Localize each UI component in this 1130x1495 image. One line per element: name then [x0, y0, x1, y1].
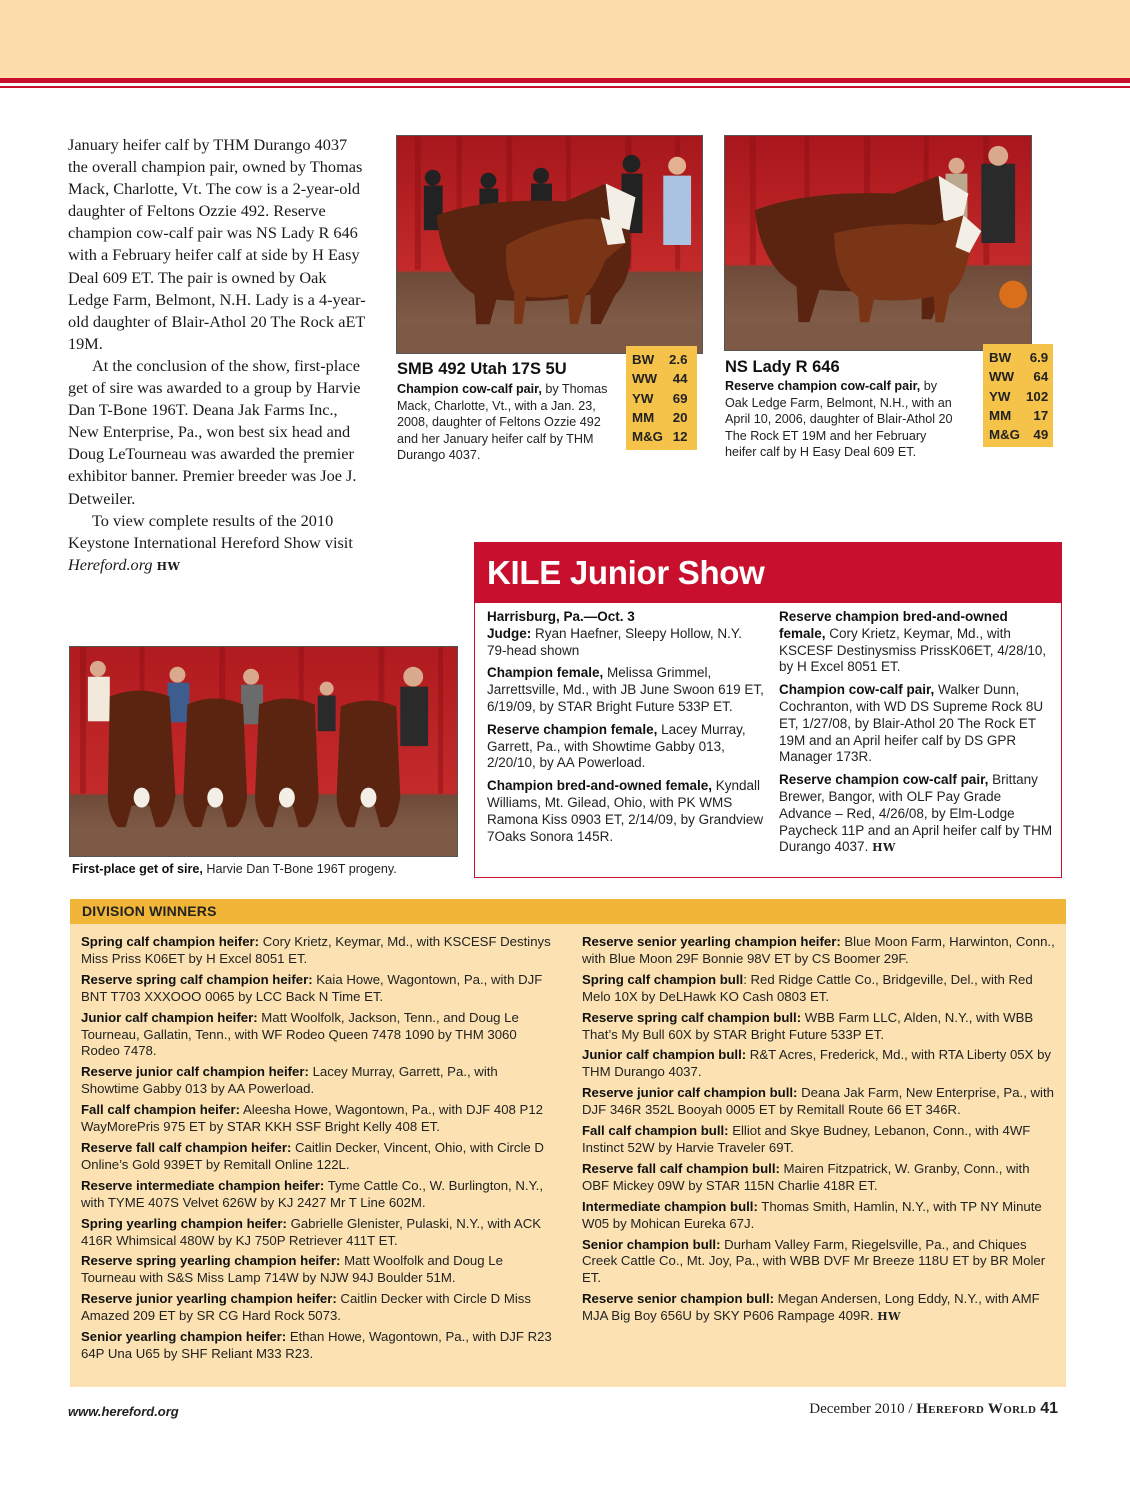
photo-get-of-sire [69, 646, 458, 857]
photo2-caption-text: by Oak Ledge Farm, Belmont, N.H., with an April 10, 2006, daughter of Blair-Athol 20 The Rock ET 19M and her February heifer calf by H Easy Deal 609 ET. [725, 379, 953, 459]
division-column-right [582, 934, 1056, 1330]
kile-judge: Ryan Haefner, Sleepy Hollow, N.Y. [531, 625, 742, 641]
division-entry-label: Reserve spring calf champion heifer: [81, 971, 313, 987]
division-entry [582, 934, 1056, 968]
division-entry-label: Reserve junior calf champion bull: [582, 1085, 798, 1101]
kile-entry-text: Melissa Grimmel, Jarrettsville, Md., with JB June Swoon 619 ET, 6/19/09, by STAR Bright Future 533P ET. [487, 665, 764, 714]
kile-entry-label: Champion cow-calf pair, [779, 682, 935, 698]
kile-entry-label: Reserve champion female, [487, 721, 658, 737]
kile-entry-text: Walker Dunn, Cochranton, with WD DS Supreme Rock 8U ET, 1/27/08, by Blair-Athol 20 The Rock ET 19M and an April heifer calf by DS GPR Manager 173R. [779, 682, 1044, 765]
footer-publication: Hereford World [916, 1401, 1037, 1417]
division-entry-label: Spring calf champion bull [582, 971, 744, 987]
footer-folio [809, 1400, 1058, 1418]
kile-entry-label: Champion bred-and-owned female, [487, 778, 713, 794]
epd-label: MM [632, 409, 655, 425]
division-entry-label: Reserve fall calf champion heifer: [81, 1139, 292, 1155]
division-entry-text: R&T Acres, Frederick, Md., with RTA Liberty 05X by THM Durango 4037. [582, 1047, 1052, 1080]
division-winners-box [70, 899, 1066, 1387]
epd-row [989, 406, 1048, 425]
division-entry-label: Reserve spring yearling champion heifer: [81, 1253, 341, 1269]
division-entry-label: Spring yearling champion heifer: [81, 1215, 287, 1231]
division-entry-text: Durham Valley Farm, Riegelsville, Pa., and Chiques Creek Cattle Co., Mt. Joy, Pa., with WBB DVF Mr Breeze 118U ET by BR Moler ET. [582, 1236, 1046, 1286]
division-entry-text: Caitlin Decker, Vincent, Ohio, with Circle D Online’s Gold 939ET by Remitall Online 122L. [81, 1139, 544, 1172]
division-entry [582, 1291, 1056, 1326]
kile-entry-text: Brittany Brewer, Bangor, with OLF Pay Grade Advance – Red, 4/26/08, by Elm-Lodge Paycheck 11P and an April heifer calf by THM Durango 4037. [779, 772, 1053, 855]
division-entry-text: Megan Andersen, Long Eddy, N.Y., with AMF MJA Big Boy 656U by SKY P606 Rampage 409R. [582, 1291, 1040, 1324]
epd-row [989, 367, 1048, 386]
photo1-title: SMB 492 Utah 17S 5U [397, 360, 567, 378]
division-entry-text: Aleesha Howe, Wagontown, Pa., with DJF 408 P12 WayMorePris 975 ET by STAR KKH SSF Bright Kelly 408 ET. [81, 1102, 544, 1135]
header-rule-thin [0, 86, 1130, 88]
hw-end-mark: HW [872, 841, 896, 855]
epd-value: 102 [1026, 388, 1049, 404]
epd-label: M&G [632, 429, 664, 445]
kile-junior-show-box [474, 542, 1062, 878]
epd-label: YW [632, 390, 654, 406]
epd-label: YW [989, 388, 1011, 404]
kile-entry-text: Kyndall Williams, Mt. Gilead, Ohio, with PK WMS Ramona Kiss 0903 ET, 2/14/09, by Grandview 7Oaks Sonora 145R. [487, 778, 764, 844]
division-entry-label: Fall calf champion heifer: [81, 1102, 241, 1118]
kile-entry-text: Cory Krietz, Keymar, Md., with KSCESF Destinysmiss PrissK06ET, 4/28/10, by H Excel 8051 ET. [779, 625, 1047, 675]
division-entry-text: Mairen Fitzpatrick, W. Granby, Conn., with OBF Mickey 09W by STAR 115N Charlie 418R ET. [582, 1160, 1030, 1193]
division-entry [582, 1161, 1056, 1195]
kile-entry-label: Reserve champion bred-and-owned female, [779, 609, 1008, 641]
epd-table-1 [626, 346, 697, 450]
epd-row [989, 425, 1048, 444]
epd-value: 12 [672, 429, 688, 445]
paragraph-3 [68, 510, 370, 578]
division-entry [582, 1199, 1056, 1233]
division-entry [582, 1010, 1056, 1044]
hereford-link[interactable]: Hereford.org [68, 554, 153, 574]
division-entry [582, 1237, 1056, 1288]
division-entry [81, 1291, 559, 1325]
division-entry [81, 1140, 559, 1174]
division-entry-label: Senior champion bull: [582, 1236, 721, 1252]
photo1-caption-lead: Champion cow-calf pair, [397, 382, 542, 396]
division-entry [582, 1085, 1056, 1119]
hw-end-mark: HW [156, 559, 181, 573]
kile-entry [487, 722, 769, 772]
division-entry-text: Deana Jak Farm, New Enterprise, Pa., with DJF 346R 352L Booyah 0005 ET by Remitall Route 66 ET 346R. [582, 1085, 1054, 1118]
photo-champion-pair-image [397, 136, 702, 353]
division-entry-label: Senior yearling champion heifer: [81, 1329, 287, 1345]
division-header [70, 899, 1066, 924]
division-entry-label: Fall calf champion bull: [582, 1123, 729, 1139]
kile-entry [779, 609, 1055, 676]
kile-title: KILE Junior Show [475, 543, 1061, 603]
epd-table-2 [983, 344, 1053, 447]
kile-entry [779, 682, 1055, 766]
division-entry-text: Blue Moon Farm, Harwinton, Conn., with Blue Moon 29F Bonnie 98V ET by CS Boomer 29F. [582, 934, 1055, 966]
kile-head-count: 79-head shown [487, 642, 580, 658]
epd-value: 49 [1033, 427, 1049, 443]
division-entry [81, 1216, 559, 1250]
paragraph-2: At the conclusion of the show, first-place get of sire was awarded to a group by Harvie Dan T-Bone 196T. Deana Jak Farms Inc., New Enterprise, Pa., won best six head and Doug LeTourneau was awarded the premier exhibitor banner. Premier breeder was Joe J. Detweiler. [68, 355, 361, 508]
kile-judge-line [487, 626, 769, 643]
photo3-caption [72, 862, 397, 876]
division-entry-text: Elliot and Skye Budney, Lebanon, Conn., with 4WF Instinct 52W by Harvie Traveler 69T. [582, 1123, 1031, 1155]
division-entry-label: Junior calf champion bull: [582, 1047, 747, 1063]
division-entry [81, 934, 559, 968]
epd-label: WW [989, 369, 1015, 385]
epd-label: WW [632, 371, 658, 387]
epd-value: 64 [1033, 369, 1049, 385]
division-entry-label: Junior calf champion heifer: [81, 1009, 258, 1025]
header-band [0, 0, 1130, 78]
header-rule [0, 78, 1130, 83]
division-entry-label: Reserve senior champion bull: [582, 1291, 775, 1307]
kile-location: Harrisburg, Pa.—Oct. 3 [487, 609, 635, 624]
division-entry-label: Reserve fall calf champion bull: [582, 1160, 780, 1176]
division-entry-label: Reserve junior calf champion heifer: [81, 1064, 309, 1080]
epd-row [632, 369, 688, 388]
division-entry-label: Spring calf champion heifer: [81, 934, 260, 949]
division-entry-text: Matt Woolfolk and Doug Le Tourneau with S&S Miss Lamp 714W by NJW 94J Boulder 51M. [81, 1253, 503, 1286]
photo-get-of-sire-image [70, 647, 457, 856]
kile-details [487, 609, 769, 659]
division-entry [582, 1047, 1056, 1081]
epd-value: 69 [672, 390, 688, 406]
division-entry [81, 1064, 559, 1098]
division-entry-label: Reserve intermediate champion heifer: [81, 1177, 325, 1193]
division-entry [81, 1253, 559, 1287]
division-entry-text: Lacey Murray, Garrett, Pa., with Showtime Gabby 013 by AA Powerload. [81, 1064, 498, 1097]
kile-judge-label: Judge: [487, 625, 532, 641]
photo-reserve-pair-image [725, 136, 1031, 350]
division-entry-text: Gabrielle Glenister, Pulaski, N.Y., with ACK 416R Whimsical 480W by KJ 750P Retriever 411T ET. [81, 1215, 542, 1248]
epd-row [632, 389, 688, 408]
division-entry [81, 1329, 559, 1363]
epd-label: M&G [989, 427, 1021, 443]
division-entry [81, 1010, 559, 1061]
division-entry [81, 1102, 559, 1136]
division-entry-label: Reserve junior yearling champion heifer: [81, 1291, 337, 1307]
division-entry-text: Ethan Howe, Wagontown, Pa., with DJF R23 64P Una U65 by SHF Reliant M33 R23. [81, 1329, 552, 1361]
photo2-title: NS Lady R 646 [725, 358, 840, 376]
epd-row [989, 348, 1048, 367]
photo2-caption [725, 378, 957, 461]
division-entry-text: Cory Krietz, Keymar, Md., with KSCESF Destinys Miss Priss K06ET by H Excel 8051 ET. [81, 934, 551, 966]
photo2-caption-lead: Reserve champion cow-calf pair, [725, 379, 921, 393]
division-entry-text: : Red Ridge Cattle Co., Bridgeville, Del., with Red Melo 10X by DeLHawk KO Cash 0803 ET. [582, 971, 1033, 1004]
division-entry-label: Intermediate champion bull: [582, 1198, 758, 1214]
division-column-left [81, 934, 559, 1367]
epd-label: BW [989, 350, 1012, 365]
kile-entry-text: Lacey Murray, Garrett, Pa., with Showtime Gabby 013, 2/20/10, by AA Powerload. [487, 721, 746, 771]
epd-row [989, 387, 1048, 406]
kile-column-right [779, 609, 1055, 863]
photo1-caption-text: by Thomas Mack, Charlotte, Vt., with a Jan. 23, 2008, daughter of Feltons Ozzie 492 and her January heifer calf by THM Durango 4037. [397, 382, 608, 462]
kile-column-left [487, 609, 769, 851]
kile-entry-label: Champion female, [487, 665, 604, 681]
photo3-caption-lead: First-place get of sire, [72, 862, 203, 876]
photo-reserve-pair [724, 135, 1032, 351]
kile-entry [779, 772, 1055, 857]
article-body [68, 134, 370, 578]
kile-entry-label: Reserve champion cow-calf pair, [779, 772, 989, 788]
division-entry-text: Thomas Smith, Hamlin, N.Y., with TP NY Minute W05 by Mohican Eureka 67J. [582, 1198, 1042, 1231]
paragraph-3-text: To view complete results of the 2010 Keystone International Hereford Show visit [68, 510, 353, 552]
epd-label: BW [632, 352, 655, 367]
paragraph-1: January heifer calf by THM Durango 4037 the overall champion pair, owned by Thomas Mack, Charlotte, Vt. The cow is a 2-year-old daughter of Feltons Ozzie 492. Reserve champion cow-calf pair was NS Lady R 646 with a February heifer calf at side by H Easy Deal 609 ET. The pair is owned by Oak Ledge Farm, Belmont, N.H. Lady is a 4-year-old daughter of Blair-Athol 20 The Rock aET 19M. [68, 135, 366, 353]
division-entry [582, 1123, 1056, 1157]
division-entry [81, 1178, 559, 1212]
division-entry-text: Tyme Cattle Co., W. Burlington, N.Y., with TYME 407S Velvet 626W by KJ 2427 Mr T Line 602M. [81, 1177, 543, 1210]
hw-end-mark: HW [877, 1310, 901, 1324]
epd-value: 20 [672, 409, 688, 425]
division-entry-text: Matt Woolfolk, Jackson, Tenn., and Doug Le Tourneau, Gallatin, Tenn., with WF Rodeo Queen 7478 1090 by THM 3060 Rodeo 7478. [81, 1009, 519, 1059]
division-entry [81, 972, 559, 1006]
photo-champion-pair [396, 135, 703, 354]
footer-url[interactable]: www.hereford.org [68, 1404, 179, 1419]
epd-row [632, 427, 688, 446]
epd-value: 44 [672, 371, 688, 387]
photo1-caption [397, 381, 617, 464]
footer-date: December 2010 / [809, 1401, 917, 1417]
epd-value: 2.6 [669, 352, 688, 367]
epd-row [632, 408, 688, 427]
epd-value: 6.9 [1029, 350, 1049, 365]
division-entry-text: WBB Farm LLC, Alden, N.Y., with WBB That’s My Bull 60X by STAR Bright Future 533P ET. [582, 1009, 1034, 1042]
division-entry-label: Reserve spring calf champion bull: [582, 1009, 802, 1025]
division-entry [582, 972, 1056, 1006]
division-entry-text: Caitlin Decker with Circle D Miss Amazed 209 ET by SR CG Hard Rock 5073. [81, 1291, 531, 1324]
epd-label: MM [989, 407, 1012, 423]
division-title: DIVISION WINNERS [82, 903, 217, 919]
kile-entry [487, 665, 769, 715]
division-entry-text: Kaia Howe, Wagontown, Pa., with DJF BNT T703 XXXOOO 0065 by LCC Back N Time ET. [81, 971, 543, 1004]
page-number: 41 [1040, 1400, 1058, 1417]
division-entry-label: Reserve senior yearling champion heifer: [582, 934, 841, 949]
kile-entry [487, 778, 769, 845]
epd-value: 17 [1033, 407, 1049, 423]
photo3-caption-text: Harvie Dan T-Bone 196T progeny. [202, 862, 397, 876]
epd-row [632, 350, 688, 369]
